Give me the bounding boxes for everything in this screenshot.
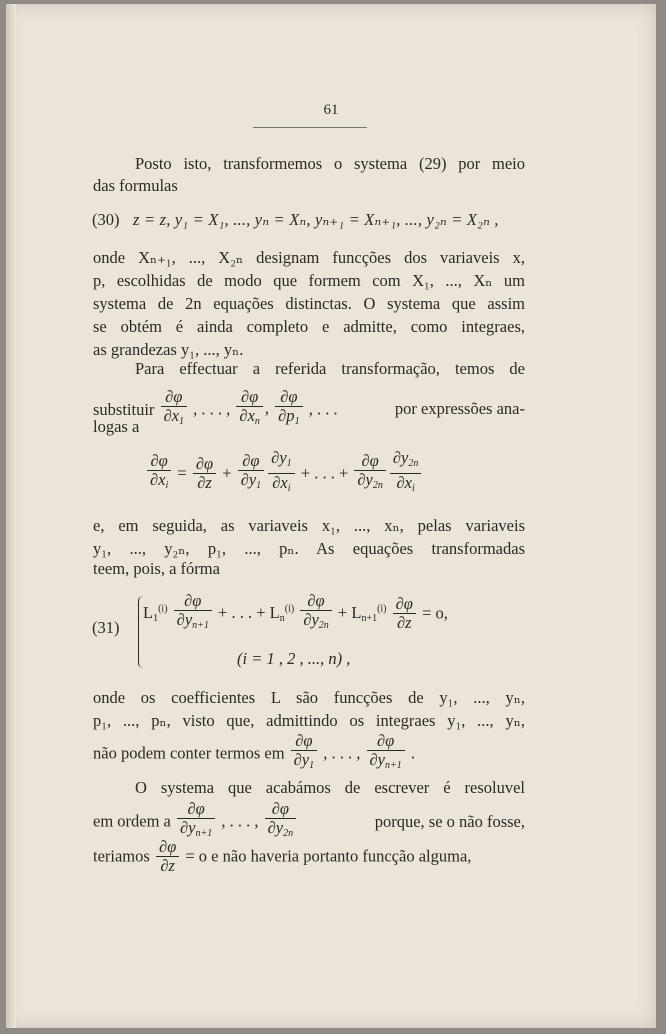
text-line: onde Xₙ₊₁, ..., X₂ₙ designam funcções dos variaveis x, [93, 248, 525, 267]
chain-rule-equation: $\frac{\partial\varphi}{\partial x_i}$ = $\frac{\partial\varphi}{\partial z}$ + $\frac{\partial\varphi}{\partial y_1}$ $\frac{\partial y_1}{\partial x_i}$ + . . . + $\frac{\partial\varphi}{\partial y_{2n}}$ $\frac{\partial y_{2n}}{\partial x_i}$ [145, 449, 423, 498]
fraction: $\frac{\partial\varphi}{\partial x_n}$ [236, 388, 262, 431]
text-span: = o e não haveria portanto funcção alguma, [185, 846, 472, 866]
text-line: onde os coefficientes L são funcções de y₁, ..., yₙ, [93, 688, 525, 707]
equation-30: z = z, y₁ = X₁, ..., yₙ = Xₙ, yₙ₊₁ = Xₙ₊₁, ..., y₂ₙ = X₂ₙ , [133, 210, 499, 229]
text-line: Posto isto, transformemos o systema (29) por meio [135, 154, 525, 173]
fraction: $\frac{\partial\varphi}{\partial x_1}$ [161, 388, 187, 431]
substitution-line: substituir $\frac{\partial\varphi}{\partial x_1}$ , . . . , $\frac{\partial\varphi}{\partial x_n}$ , $\frac{\partial\varphi}{\partial p_1}$ , . . . por expressões ana- [93, 388, 525, 431]
book-page [6, 4, 656, 1028]
fraction: $\frac{\partial\varphi}{\partial p_1}$ [275, 388, 302, 431]
equation-31: $L_1^{(i)}$ $\frac{\partial\varphi}{\partial y_{n+1}}$ + . . . + $L_n^{(i)}$ $\frac{\partial\varphi}{\partial y_{2n}}$ + $L_{n+1}^{(i)}$ $\frac{\partial\varphi}{\partial z}$ = o, [143, 591, 448, 632]
text-span: por expressões ana- [394, 399, 525, 418]
text-line: y₁, ..., y₂ₙ, p₁, ..., pₙ. As equações transformadas [93, 539, 525, 558]
text-line: p, escolhidas de modo que formem com X₁, ..., Xₙ um [93, 271, 525, 290]
header-rule [253, 127, 367, 128]
order-line: em ordem a $\frac{\partial\varphi}{\partial y_{n+1}}$ , . . . , $\frac{\partial\varphi}{\partial y_{2n}}$ porque, se o não fosse, [93, 799, 525, 839]
equation-31-label: (31) [92, 618, 120, 637]
equation-31-condition: (i = 1 , 2 , ..., n) , [237, 649, 351, 668]
equation-30-label: (30) [92, 210, 120, 229]
page-gutter-shadow [6, 4, 16, 1028]
text-span: em ordem a [93, 811, 171, 831]
text-line: O systema que acabámos de escrever é resoluvel [135, 778, 525, 797]
text-line: se obtém é ainda completo e admitte, como integraes, [93, 317, 525, 336]
text-span: substituir [93, 399, 155, 419]
text-line: teem, pois, a fórma [93, 559, 220, 578]
text-line: p₁, ..., pₙ, visto que, admittindo os integraes y₁, ..., yₙ, [93, 711, 525, 730]
text-span: não podem conter termos em [93, 743, 285, 763]
text-line: e, em seguida, as variaveis x₁, ..., xₙ, pelas variaveis [93, 516, 525, 535]
text-span: teriamos [93, 846, 150, 866]
last-line: teriamos $\frac{\partial\varphi}{\partial z}$ = o e não haveria portanto funcção alguma, [93, 837, 472, 875]
text-line: systema de 2n equações distinctas. O systema que assim [93, 294, 525, 313]
text-line: Para effectuar a referida transformação, temos de [135, 359, 525, 378]
text-line: logas a [93, 417, 140, 436]
terms-line: não podem conter termos em $\frac{\partial\varphi}{\partial y_1}$ , . . . , $\frac{\partial\varphi}{\partial y_{n+1}}$ . [93, 731, 415, 771]
text-span: porque, se o não fosse, [374, 812, 525, 831]
page-number: 61 [323, 102, 339, 118]
text-line: as grandezas y₁, ..., yₙ. [93, 340, 244, 359]
text-line: das formulas [93, 176, 178, 195]
